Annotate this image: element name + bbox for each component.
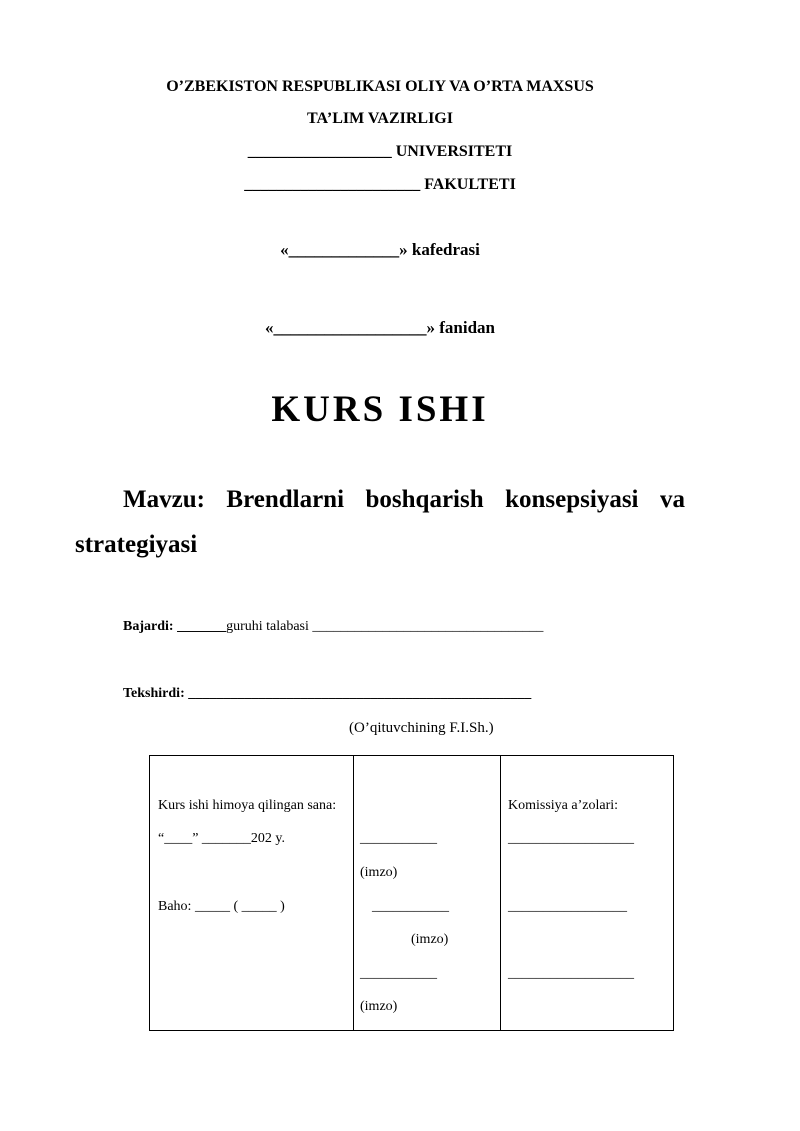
faculty-line: ______________________ FAKULTETI [244,176,516,193]
commission-member-line-3: __________________ [508,966,634,981]
signature-line-2: ___________ [372,899,449,914]
bajardi-label: Bajardi: [123,619,174,634]
grade-field: Baho: _____ ( _____ ) [158,899,285,914]
ministry-line-2: TA’LIM VAZIRLIGI [307,110,453,127]
bajardi-text: guruhi talabasi _________________________________ [226,619,544,634]
ministry-line-1: O’ZBEKISTON RESPUBLIKASI OLIY VA O’RTA MAXSUS [166,78,594,95]
tekshirdi-blank: _________________________________________________ [188,686,532,701]
defense-table [149,755,674,1031]
tekshirdi-row [123,686,531,702]
signature-caption-3: (imzo) [360,999,398,1014]
subject-line: «__________________» fanidan [265,318,495,337]
topic-line-1: Mavzu: Brendlarni boshqarish konsepsiyasi va [123,486,685,513]
department-line: «_____________» kafedrasi [280,240,480,259]
signature-line-3: ___________ [360,966,437,981]
defense-date-label: Kurs ishi himoya qilingan sana: [158,798,337,813]
bajardi-group-blank: _______ [177,619,227,634]
signatures-cell [354,756,501,1031]
signature-caption-2: (imzo) [411,932,449,947]
tekshirdi-label: Tekshirdi: [123,686,185,701]
university-line: __________________ UNIVERSITETI [247,143,513,160]
commission-member-line-1: __________________ [508,831,634,846]
defense-info-cell [150,756,354,1031]
page-title: KURS ISHI [271,389,489,430]
commission-cell [501,756,674,1031]
topic-line-2: strategiyasi [75,531,198,558]
commission-label: Komissiya a’zolari: [508,798,619,813]
teacher-name-caption: (O’qituvchining F.I.Sh.) [349,720,494,736]
defense-date-blank: “____” _______202 y. [158,831,286,846]
commission-member-line-2: _________________ [508,899,627,914]
signature-line-1: ___________ [360,831,437,846]
signature-caption-1: (imzo) [360,865,398,880]
bajardi-row [123,619,543,635]
